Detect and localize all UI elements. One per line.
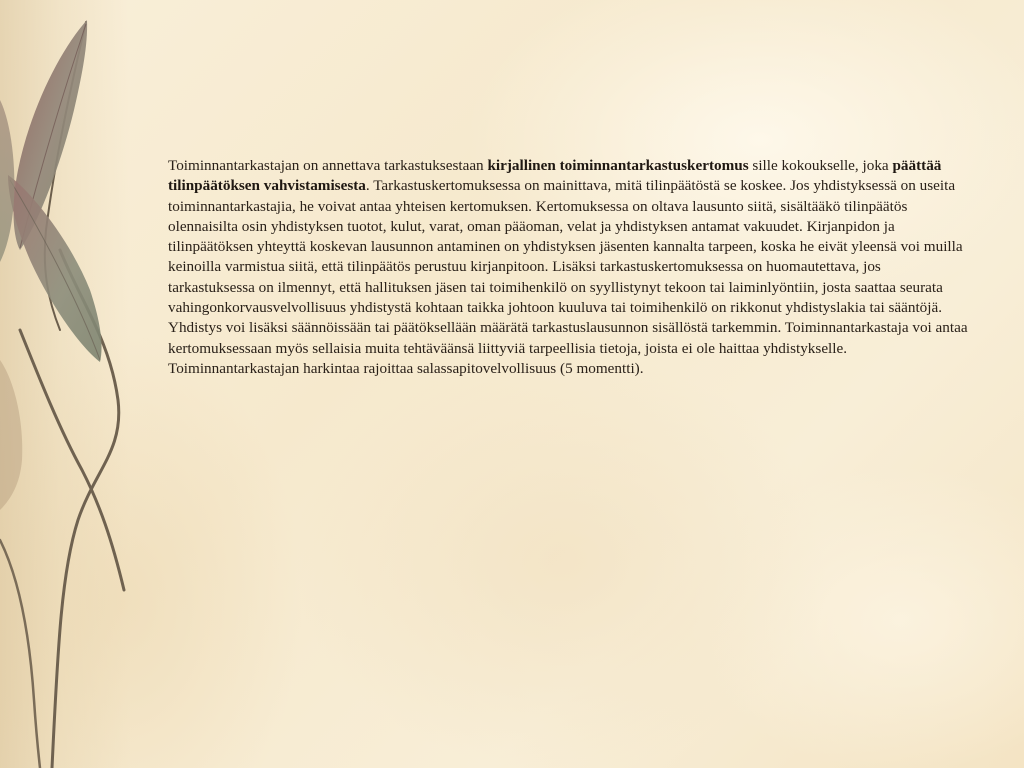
stem-low bbox=[0, 540, 40, 768]
paragraph-part-1: Toiminnantarkastajan on annettava tarkastuksestaan bbox=[168, 157, 488, 174]
leaf-left bbox=[0, 100, 14, 262]
body-paragraph bbox=[168, 156, 968, 379]
leaf-branch-decoration bbox=[0, 0, 200, 768]
leaf-lower bbox=[0, 360, 22, 510]
stem-branch bbox=[20, 330, 124, 590]
paragraph-bold-1: kirjallinen toiminnantarkastuskertomus bbox=[487, 157, 749, 174]
paragraph-bold-2: päättää tilinpäätöksen vahvistamisesta bbox=[168, 157, 942, 195]
paragraph-part-3: . Tarkastuskertomuksessa on mainittava, mitä tilinpäätöstä se koskee. Jos yhdistyksessä on useita toiminnantarkastajia, he voivat antaa yhteisen kertomuksen. Kertomuksessa on oltava lausunto siitä, sisältääkö tilinpäätös olennaisilta osin yhdistyksen tuotot, kulut, varat, oman pääoman, velat ja yhdistyksen antamat vakuudet. Kirjanpidon ja tilinpäätöksen yhteyttä koskevan lausunnon antaminen on yhdistyksen jäsenten kannalta tarpeen, koska he eivät yleensä voi muilla keinoilla varmistua siitä, että tilinpäätös perustuu kirjanpitoon. Lisäksi tarkastuskertomuksessa on huomautettava, jos tarkastuksessa on ilmennyt, että hallituksen jäsen tai toimihenkilö on syyllistynyt tekoon tai laiminlyöntiin, josta saattaa seurata vahingonkorvausvelvollisuus yhdistystä kohtaan taikka johtoon kuuluva tai toimihenkilö on rikkonut yhdistyslakia tai sääntöjä. Yhdistys voi lisäksi säännöissään tai päätöksellään määrätä tarkastuslausunnon sisällöstä tarkemmin. Toiminnantarkastaja voi antaa kertomuksessaan myös sellaisia muita tehtäväänsä liittyviä tarpeellisia tietoja, joista ei ole haittaa yhdistykselle. Toiminnantarkastajan harkintaa rajoittaa salassapitovelvollisuus (5 momentti). bbox=[168, 177, 968, 377]
paragraph-part-2: sille kokoukselle, joka bbox=[748, 157, 893, 174]
